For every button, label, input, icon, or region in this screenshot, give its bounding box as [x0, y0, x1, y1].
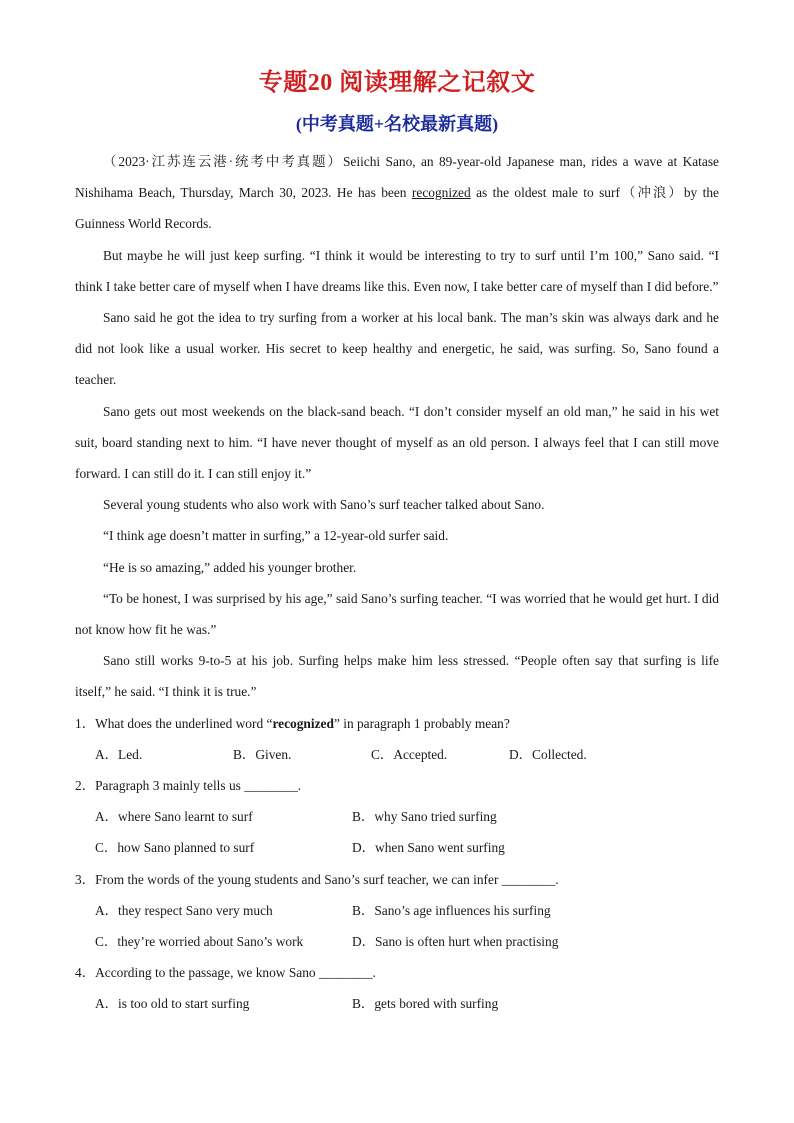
option-c: C．how Sano planned to surf — [95, 840, 255, 856]
paragraph-5: Several young students who also work with Sano’s surf teacher talked about Sano. — [103, 497, 545, 513]
option-d: D．Collected. — [509, 746, 587, 762]
paragraph-3: Sano said he got the idea to try surfing from a worker at his local bank. The man’s skin was always dark and he did not look like a usual worker. His secret to keep healthy and energetic, he said, was surfing. So, Sano found a teacher. — [75, 310, 719, 388]
paragraph-8: “To be honest, I was surprised by his age,” said Sano’s surfing teacher. “I was worried that he would get hurt. I did not know how fit he was.” — [75, 590, 719, 638]
underlined-word: recognized — [411, 185, 471, 201]
question-1-options — [75, 739, 719, 770]
question-2-options-row-1 — [75, 801, 719, 832]
option-b: B．gets bored with surfing — [352, 996, 499, 1012]
option-d: D．when Sano went surfing — [352, 840, 505, 856]
question-3: 3．From the words of the young students and Sano’s surf teacher, we can infer ________. — [75, 871, 559, 887]
option-b: B．Given. — [233, 746, 292, 762]
option-a: A．where Sano learnt to surf — [95, 809, 253, 825]
question-4: 4．According to the passage, we know Sano ________. — [75, 965, 376, 981]
option-a: A．they respect Sano very much — [95, 902, 273, 918]
paragraph-6: “I think age doesn’t matter in surfing,” a 12-year-old surfer said. — [103, 528, 449, 544]
paragraph-1: （2023·江苏连云港·统考中考真题）Seiichi Sano, an 89-year-old Japanese man, rides a wave at Katase Nishihama Beach, Thursday, March 30, 2023. He has been recognized as the oldest male to surf（冲浪）by the Guinness World Records. — [75, 154, 720, 232]
question-3-options-row-2 — [75, 926, 719, 957]
option-b: B．Sano’s age influences his surfing — [352, 902, 551, 918]
document-body — [75, 146, 719, 1020]
option-c: C．they’re worried about Sano’s work — [95, 934, 304, 950]
option-c: C．Accepted. — [371, 746, 448, 762]
option-d: D．Sano is often hurt when practising — [352, 934, 559, 950]
paragraph-7: “He is so amazing,” added his younger brother. — [103, 559, 357, 575]
question-3-options-row-1 — [75, 895, 719, 926]
option-a: A．is too old to start surfing — [95, 996, 250, 1012]
paragraph-2: But maybe he will just keep surfing. “I think it would be interesting to try to surf until I’m 100,” Sano said. “I think I take better care of myself when I have dreams like this. Even now, I take better care of myself than I did before.” — [75, 247, 719, 294]
option-b: B．why Sano tried surfing — [352, 809, 497, 825]
option-a: A．Led. — [95, 746, 143, 762]
question-4-options-row-1 — [75, 988, 719, 1019]
page-subtitle: (中考真题+名校最新真题) — [295, 114, 499, 134]
page-title: 专题20 阅读理解之记叙文 — [258, 70, 536, 96]
question-2: 2．Paragraph 3 mainly tells us ________. — [75, 778, 302, 794]
question-1: 1．What does the underlined word “recognized” in paragraph 1 probably mean? — [75, 715, 510, 731]
paragraph-4: Sano gets out most weekends on the black-sand beach. “I don’t consider myself an old man,” he said in his wet suit, board standing next to him. “I have never thought of myself as an old person. I always feel that I can still move forward. I can still do it. I can still enjoy it.” — [75, 403, 719, 482]
paragraph-9: Sano still works 9-to-5 at his job. Surfing helps make him less stressed. “People often say that surfing is life itself,” he said. “I think it is true.” — [75, 653, 719, 700]
source-note: （2023·江苏连云港·统考中考真题） — [103, 154, 343, 169]
question-2-options-row-2 — [75, 832, 719, 863]
